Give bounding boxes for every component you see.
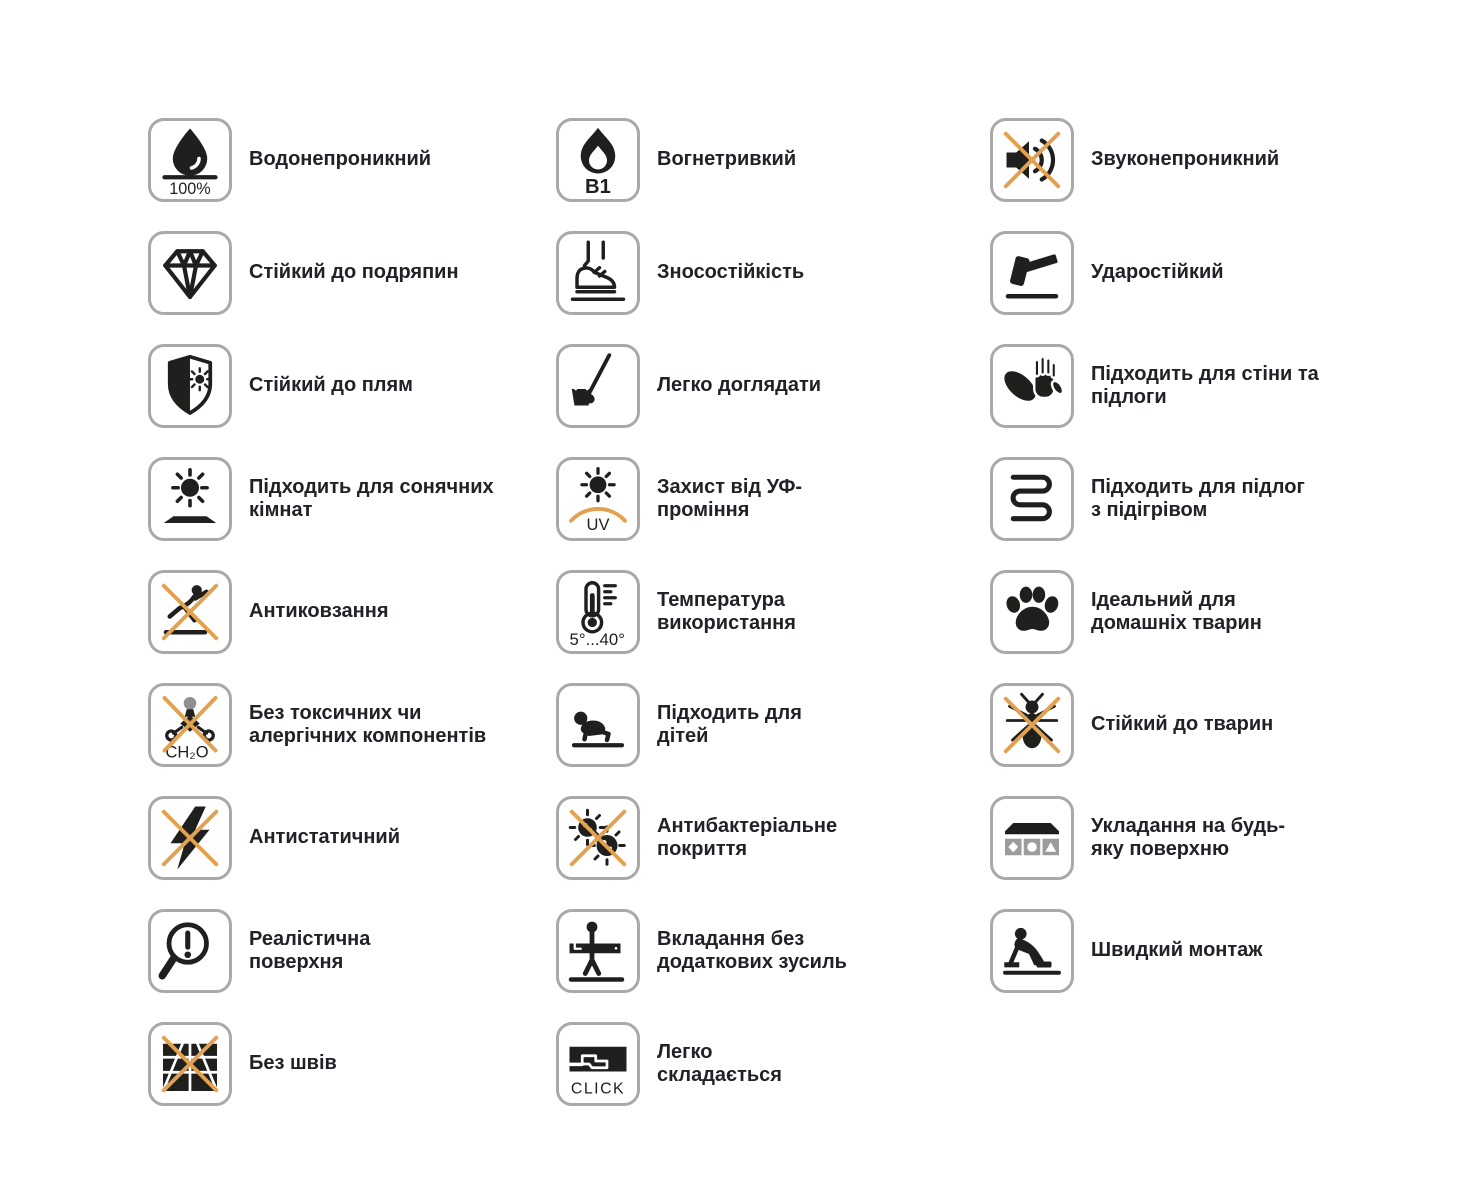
feature-label: Зносостійкість bbox=[657, 261, 805, 284]
magnifier-exclamation-icon bbox=[148, 909, 232, 993]
water-drop-icon bbox=[148, 118, 232, 202]
speaker-crossed-icon bbox=[990, 118, 1074, 202]
feature-label: Без токсичних чи алергічних компонентів bbox=[249, 701, 487, 747]
feature-column-1 bbox=[148, 118, 514, 1135]
feature-label: Стійкий до тварин bbox=[1091, 713, 1274, 736]
svg-text:CLICK: CLICK bbox=[570, 1080, 626, 1098]
feature-column-3 bbox=[990, 118, 1356, 1022]
feature-label: Підходить для підлог з підігрівом bbox=[1091, 475, 1305, 521]
formaldehyde-crossed-icon bbox=[148, 683, 232, 767]
feature-waterproof bbox=[148, 118, 514, 202]
feature-anti-static bbox=[148, 796, 514, 880]
feature-label: Вогнетривкий bbox=[657, 148, 797, 171]
feature-child-friendly bbox=[556, 683, 897, 767]
feature-label: Стійкий до подряпин bbox=[249, 261, 459, 284]
feature-label: Легко доглядати bbox=[657, 374, 822, 397]
feature-antibacterial bbox=[556, 796, 897, 880]
svg-text:100%: 100% bbox=[169, 179, 211, 196]
feature-scratch-resistant bbox=[148, 231, 514, 315]
feature-label: Вкладання без додаткових зусиль bbox=[657, 927, 847, 973]
feature-usage-temperature bbox=[556, 570, 897, 654]
ant-crossed-icon bbox=[990, 683, 1074, 767]
slipping-person-crossed-icon bbox=[148, 570, 232, 654]
feature-label: Температура використання bbox=[657, 588, 796, 634]
feature-effortless-installation bbox=[556, 909, 897, 993]
feature-wear-resistant bbox=[556, 231, 897, 315]
feature-underfloor-heating bbox=[990, 457, 1356, 541]
lightning-crossed-icon bbox=[148, 796, 232, 880]
surface-shapes-icon bbox=[990, 796, 1074, 880]
feature-label: Антистатичний bbox=[249, 826, 401, 849]
feature-label: Антиковзання bbox=[249, 600, 389, 623]
shoe-step-icon bbox=[556, 231, 640, 315]
feature-realistic-surface bbox=[148, 909, 514, 993]
diamond-icon bbox=[148, 231, 232, 315]
feature-easy-care bbox=[556, 344, 897, 428]
paw-icon bbox=[990, 570, 1074, 654]
click-lock-icon bbox=[556, 1022, 640, 1106]
feature-easy-assembly bbox=[556, 1022, 897, 1106]
feature-label: Антибактеріальне покриття bbox=[657, 814, 838, 860]
shield-stain-icon bbox=[148, 344, 232, 428]
feature-seamless bbox=[148, 1022, 514, 1106]
svg-text:B1: B1 bbox=[585, 176, 611, 196]
feature-label: Стійкий до плям bbox=[249, 374, 413, 397]
mop-bucket-icon bbox=[556, 344, 640, 428]
hammer-icon bbox=[990, 231, 1074, 315]
svg-text:5°...40°: 5°...40° bbox=[569, 630, 625, 648]
sun-uv-icon bbox=[556, 457, 640, 541]
thermometer-icon bbox=[556, 570, 640, 654]
flame-icon bbox=[556, 118, 640, 202]
feature-soundproof bbox=[990, 118, 1356, 202]
svg-text:CH₂O: CH₂O bbox=[165, 743, 209, 761]
feature-quick-installation bbox=[990, 909, 1356, 993]
feature-anti-slip bbox=[148, 570, 514, 654]
feature-wall-and-floor bbox=[990, 344, 1356, 428]
feature-label: Підходить для сонячних кімнат bbox=[249, 475, 494, 521]
person-carrying-plank-icon bbox=[556, 909, 640, 993]
feature-label: Підходить для дітей bbox=[657, 701, 802, 747]
feature-label: Швидкий монтаж bbox=[1091, 939, 1263, 962]
feature-non-toxic bbox=[148, 683, 514, 767]
feature-uv-protection bbox=[556, 457, 897, 541]
feature-label: Ідеальний для домашніх тварин bbox=[1091, 588, 1262, 634]
tiles-crossed-icon bbox=[148, 1022, 232, 1106]
hand-foot-icon bbox=[990, 344, 1074, 428]
heating-coil-icon bbox=[990, 457, 1074, 541]
feature-column-2 bbox=[556, 118, 897, 1135]
feature-stain-resistant bbox=[148, 344, 514, 428]
feature-label: Захист від УФ-проміння bbox=[657, 475, 803, 521]
feature-pet-resistant bbox=[990, 683, 1356, 767]
feature-sunny-rooms bbox=[148, 457, 514, 541]
feature-label: Ударостійкий bbox=[1091, 261, 1224, 284]
feature-fire-resistant bbox=[556, 118, 897, 202]
feature-label: Звуконепроникний bbox=[1091, 148, 1280, 171]
svg-text:UV: UV bbox=[586, 515, 610, 534]
feature-label: Без швів bbox=[249, 1052, 337, 1075]
kneeling-installer-icon bbox=[990, 909, 1074, 993]
feature-any-surface bbox=[990, 796, 1356, 880]
sun-floor-icon bbox=[148, 457, 232, 541]
bacteria-crossed-icon bbox=[556, 796, 640, 880]
feature-label: Легко складається bbox=[657, 1040, 782, 1086]
feature-label: Реалістична поверхня bbox=[249, 927, 371, 973]
crawling-baby-icon bbox=[556, 683, 640, 767]
feature-label: Підходить для стіни та підлоги bbox=[1091, 362, 1319, 408]
feature-label: Укладання на будь-яку поверхню bbox=[1091, 814, 1286, 860]
feature-label: Водонепроникний bbox=[249, 148, 432, 171]
feature-pet-friendly bbox=[990, 570, 1356, 654]
feature-impact-resistant bbox=[990, 231, 1356, 315]
